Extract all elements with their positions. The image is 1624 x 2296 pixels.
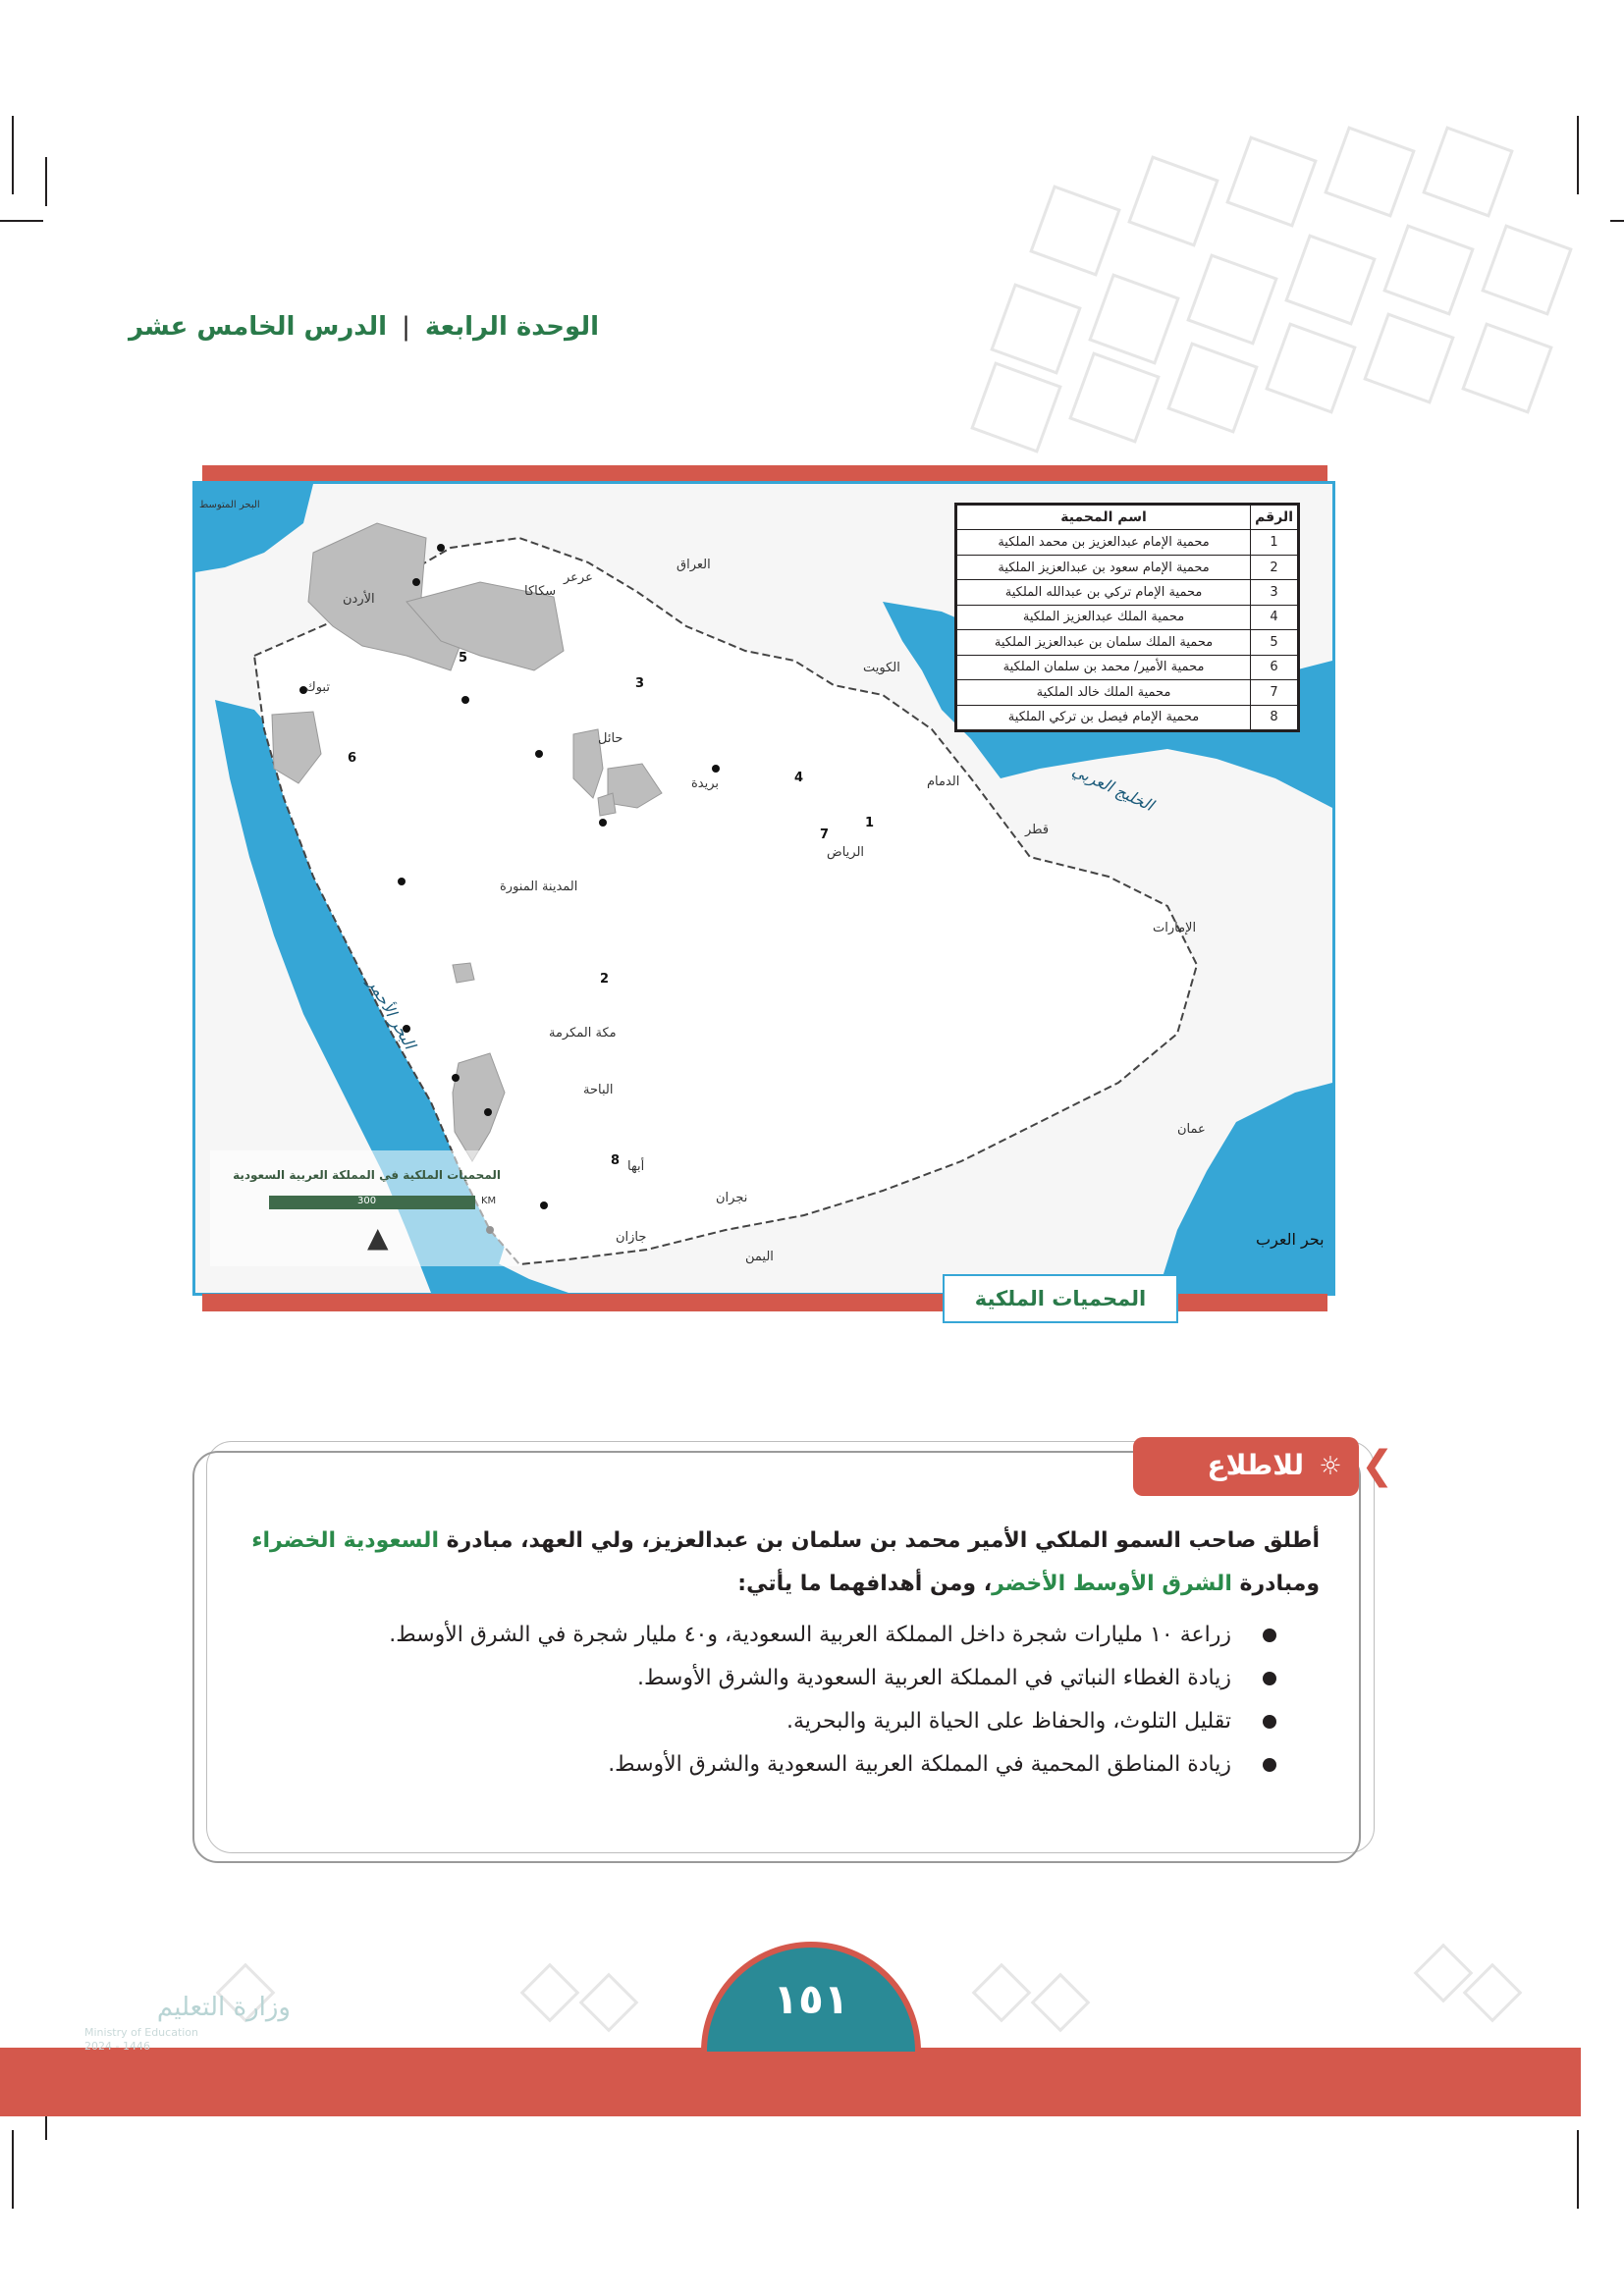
info-tab-label: للاطلاع (1207, 1449, 1304, 1481)
list-item-text: زيادة المناطق المحمية في المملكة العربية السعودية والشرق الأوسط. (608, 1752, 1231, 1777)
mediterranean-sea (195, 484, 313, 572)
reserve-number-3: 3 (635, 676, 645, 691)
crop-mark (1577, 2130, 1579, 2209)
crop-mark (1577, 116, 1579, 194)
arabian-sea (1158, 1083, 1332, 1293)
legend-name: محمية الإمام عبدالعزيز بن محمد الملكية (957, 530, 1251, 555)
legend-row (957, 655, 1298, 679)
label-iraq: العراق (677, 558, 711, 572)
label-madinah: المدينة المنورة (500, 880, 578, 894)
reserve-number-4: 4 (794, 771, 804, 785)
crop-mark (1610, 220, 1624, 222)
legend-name: محمية الملك عبدالعزيز الملكية (957, 605, 1251, 629)
label-arabian-sea: بحر العرب (1256, 1230, 1325, 1249)
legend-number: 1 (1251, 530, 1298, 555)
bullet-icon (1263, 1758, 1276, 1772)
info-intro (238, 1520, 1320, 1606)
intro-text-1: أطلق صاحب السمو الملكي الأمير محمد بن سلمان بن عبدالعزيز، ولي العهد، مبادرة (438, 1528, 1320, 1553)
legend-number: 2 (1251, 555, 1298, 579)
label-oman: عمان (1177, 1122, 1206, 1137)
label-jordan: الأردن (343, 592, 375, 607)
legend-row (957, 530, 1298, 555)
reserve-number-5: 5 (459, 651, 468, 666)
reserve-number-7: 7 (820, 828, 830, 842)
legend-row (957, 680, 1298, 705)
legend-number: 3 (1251, 580, 1298, 605)
legend-name: محمية الإمام فيصل بن تركي الملكية (957, 705, 1251, 730)
legend-name: محمية الإمام سعود بن عبدالعزيز الملكية (957, 555, 1251, 579)
label-jazan: جازان (616, 1230, 647, 1245)
list-item (295, 1743, 1276, 1787)
bullet-icon (1263, 1715, 1276, 1729)
legend-row (957, 630, 1298, 655)
label-najran: نجران (716, 1191, 748, 1205)
crop-mark (12, 2130, 14, 2209)
legend-number: 7 (1251, 680, 1298, 705)
legend-number: 4 (1251, 605, 1298, 629)
scale-distance: 300 (357, 1196, 377, 1206)
legend-name: محمية الأمير/ محمد بن سلمان الملكية (957, 655, 1251, 679)
intro-highlight-saudi-green: السعودية الخضراء (251, 1528, 439, 1553)
goals-list (295, 1614, 1276, 1787)
ministry-logo-text: وزارة التعليم (156, 1993, 291, 2022)
running-header (128, 312, 599, 351)
legend-header-number: الرقم (1251, 506, 1298, 530)
label-kuwait: الكويت (863, 661, 900, 675)
ministry-english: Ministry of Education (84, 2026, 199, 2039)
label-makkah: مكة المكرمة (549, 1026, 617, 1041)
label-sakaka: سكاكا (524, 584, 557, 599)
map-legend (954, 503, 1300, 732)
crop-mark (0, 220, 43, 222)
label-buraidah: بريدة (691, 776, 720, 791)
legend-row (957, 705, 1298, 730)
legend-number: 6 (1251, 655, 1298, 679)
list-item (295, 1614, 1276, 1657)
chevron-left-icon: ❮ (1361, 1443, 1394, 1488)
list-item-text: زيادة الغطاء النباتي في المملكة العربية السعودية والشرق الأوسط. (637, 1666, 1231, 1690)
label-qatar: قطر (1025, 823, 1050, 837)
reserve-number-1: 1 (865, 816, 875, 830)
bullet-icon (1263, 1672, 1276, 1685)
reserve-number-2: 2 (600, 972, 610, 987)
legend-table (956, 505, 1298, 730)
legend-row (957, 555, 1298, 579)
label-riyadh: الرياض (827, 845, 865, 860)
intro-highlight-middle-east-green: الشرق الأوسط الأخضر (992, 1572, 1232, 1596)
legend-number: 8 (1251, 705, 1298, 730)
legend-row (957, 605, 1298, 629)
scale-title: المحميات الملكية في المملكة العربية السعودية (233, 1168, 501, 1182)
legend-name: محمية الإمام تركي بن عبدالله الملكية (957, 580, 1251, 605)
lightbulb-book-icon: ☼ (1319, 1452, 1342, 1481)
intro-text-3: ، ومن أهدافهما ما يأتي: (737, 1572, 993, 1596)
scale-unit: KM (481, 1196, 497, 1206)
crop-mark (45, 157, 47, 206)
page-number: ١٥١ (773, 1975, 849, 2023)
map-caption: المحميات الملكية (943, 1274, 1178, 1323)
label-yemen: اليمن (745, 1250, 774, 1264)
lesson-title: الدرس الخامس عشر (128, 312, 387, 342)
label-gulf: الخليج العربي (1069, 761, 1157, 815)
label-mediterranean: البحر المتوسط (199, 500, 260, 510)
legend-row (957, 580, 1298, 605)
crop-mark (12, 116, 14, 194)
list-item-text: زراعة ١٠ مليارات شجرة داخل المملكة العربية السعودية، و٤٠ مليار شجرة في الشرق الأوسط. (389, 1623, 1231, 1647)
north-arrow-icon: ▲ (367, 1221, 389, 1254)
unit-title: الوحدة الرابعة (424, 312, 599, 342)
label-arar: عرعر (564, 570, 593, 585)
edition-year: 2024 - 1446 (84, 2040, 150, 2053)
label-red-sea: البحر الأحمر (363, 975, 420, 1052)
label-tabuk: تبوك (305, 680, 330, 695)
list-item (295, 1657, 1276, 1700)
list-item-text: تقليل التلوث، والحفاظ على الحياة البرية والبحرية. (786, 1709, 1231, 1734)
map-scale-box (210, 1150, 520, 1266)
bullet-icon (1263, 1629, 1276, 1642)
reserve-number-6: 6 (348, 751, 357, 766)
label-hail: حائل (598, 731, 623, 746)
footer-bar (0, 2048, 1581, 2116)
reserve-number-8: 8 (611, 1153, 621, 1168)
label-baha: الباحة (583, 1083, 614, 1097)
label-dammam: الدمام (927, 774, 960, 789)
label-abha: أبها (627, 1159, 645, 1174)
legend-name: محمية الملك خالد الملكية (957, 680, 1251, 705)
legend-name: محمية الملك سلمان بن عبدالعزيز الملكية (957, 630, 1251, 655)
header-separator: | (402, 312, 410, 342)
label-uae: الإمارات (1153, 921, 1197, 935)
info-tab (1133, 1437, 1359, 1496)
legend-number: 5 (1251, 630, 1298, 655)
reserve-2 (453, 963, 474, 983)
intro-text-2: ومبادرة (1231, 1572, 1320, 1596)
list-item (295, 1700, 1276, 1743)
legend-header-name: اسم المحمية (957, 506, 1251, 530)
ministry-logo-subtext (84, 2026, 271, 2054)
